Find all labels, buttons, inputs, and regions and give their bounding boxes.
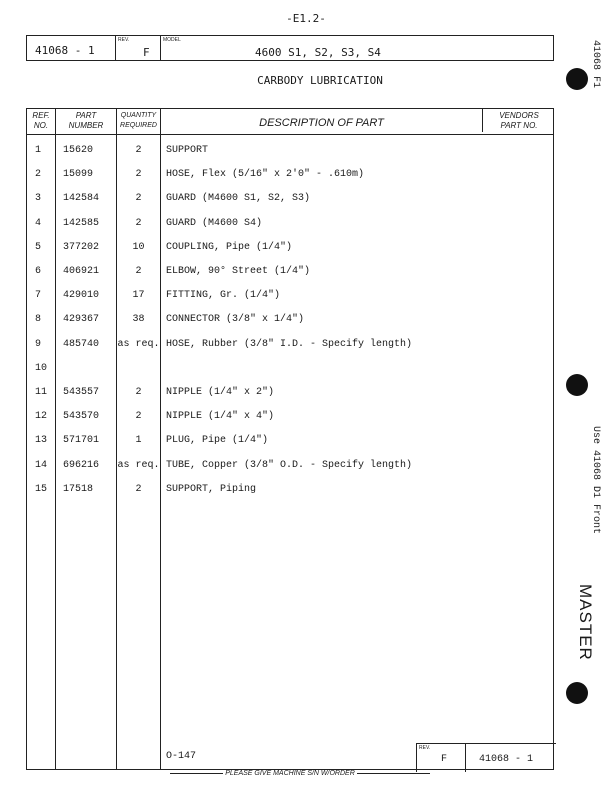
quantity: 2 [135, 145, 142, 156]
punch-hole-top [566, 68, 588, 90]
quantity: 2 [135, 387, 142, 398]
part-number: 571701 [63, 435, 100, 447]
table-row [27, 242, 555, 266]
quantity: as req. [117, 338, 160, 350]
quantity: 17 [132, 290, 145, 302]
doc-number: 41068 - 1 [35, 44, 95, 57]
table-row [27, 193, 555, 217]
bottom-rev-box [416, 743, 556, 772]
part-number: 17518 [63, 483, 94, 495]
table-row [27, 266, 555, 290]
footer-note: PLEASE GIVE MACHINE S/N W/ORDER [225, 770, 355, 777]
ref-number: 1 [35, 145, 42, 156]
ref-number: 4 [35, 217, 42, 229]
part-number: 543570 [63, 411, 100, 423]
table-row [27, 218, 555, 242]
col-description: DESCRIPTION OF PART [259, 117, 384, 129]
table-row [27, 363, 555, 387]
quantity: 2 [135, 169, 142, 181]
description: COUPLING, Pipe (1/4") [166, 241, 293, 253]
rev-value: F [143, 46, 150, 59]
page-code: -E1.2- [286, 12, 326, 25]
table-row [27, 339, 555, 363]
col-part-number: PART NUMBER [68, 111, 104, 130]
description: TUBE, Copper (3/8" O.D. - Specify length) [166, 459, 413, 471]
form-code: O-147 [166, 751, 197, 762]
table-row [27, 290, 555, 314]
punch-hole-bottom [566, 682, 588, 704]
col-ref: REF. NO. [32, 111, 50, 130]
description: SUPPORT [166, 145, 209, 156]
quantity: as req. [117, 459, 160, 471]
ref-number: 6 [35, 266, 42, 277]
description: GUARD (M4600 S4) [166, 217, 263, 229]
ref-number: 8 [35, 314, 42, 326]
quantity: 1 [135, 435, 142, 447]
part-number: 377202 [63, 241, 100, 253]
description: NIPPLE (1/4" x 2") [166, 387, 275, 398]
part-number: 142585 [63, 217, 100, 229]
description: CONNECTOR (3/8" x 1/4") [166, 314, 305, 326]
table-row [27, 460, 555, 484]
table-row [27, 484, 555, 508]
table-row [27, 387, 555, 411]
punch-hole-middle [566, 374, 588, 396]
bottom-doc-number: 41068 - 1 [479, 754, 534, 765]
ref-number: 5 [35, 241, 42, 253]
part-number: 696216 [63, 459, 100, 471]
part-number: 485740 [63, 338, 100, 350]
part-number: 429010 [63, 290, 100, 302]
ref-number: 10 [35, 362, 48, 374]
description: FITTING, Gr. (1/4") [166, 290, 281, 302]
col-vendors-part: VENDORS PART NO. [499, 111, 539, 130]
ref-number: 9 [35, 338, 42, 350]
model-value: 4600 S1, S2, S3, S4 [255, 46, 381, 59]
part-number: 15620 [63, 145, 94, 156]
ref-number: 15 [35, 483, 48, 495]
table-row [27, 314, 555, 338]
part-number: 429367 [63, 314, 100, 326]
part-number: 142584 [63, 193, 100, 205]
rev-label: REV. [118, 37, 130, 43]
ref-number: 3 [35, 193, 42, 205]
part-number: 15099 [63, 169, 94, 181]
bottom-rev-value: F [441, 754, 448, 765]
model-label: MODEL [163, 37, 181, 43]
header-box [26, 35, 554, 61]
quantity: 2 [135, 266, 142, 277]
master-stamp: MASTER [576, 584, 595, 661]
description: ELBOW, 90° Street (1/4") [166, 266, 311, 277]
quantity: 38 [132, 314, 145, 326]
description: GUARD (M4600 S1, S2, S3) [166, 193, 311, 205]
description: HOSE, Flex (5/16" x 2'0" - .610m) [166, 169, 365, 181]
table-row [27, 145, 555, 169]
ref-number: 11 [35, 387, 48, 398]
quantity: 2 [135, 411, 142, 423]
document-title: CARBODY LUBRICATION [257, 74, 383, 87]
quantity: 2 [135, 483, 142, 495]
quantity: 2 [135, 193, 142, 205]
ref-number: 7 [35, 290, 42, 302]
col-quantity: QUANTITY REQUIRED [120, 112, 157, 129]
description: HOSE, Rubber (3/8" I.D. - Specify length) [166, 338, 413, 350]
ref-number: 2 [35, 169, 42, 181]
parts-table [26, 108, 554, 770]
table-row [27, 411, 555, 435]
part-number: 543557 [63, 387, 100, 398]
ref-number: 13 [35, 435, 48, 447]
margin-use-note: Use 41068 D1 Front [590, 426, 601, 535]
description: PLUG, Pipe (1/4") [166, 435, 269, 447]
quantity: 2 [135, 217, 142, 229]
ref-number: 12 [35, 411, 48, 423]
description: NIPPLE (1/4" x 4") [166, 411, 275, 423]
quantity: 10 [132, 241, 145, 253]
table-row [27, 435, 555, 459]
margin-doc-label: 41068 F1 [590, 40, 601, 89]
part-number: 406921 [63, 266, 100, 277]
table-row [27, 169, 555, 193]
ref-number: 14 [35, 459, 48, 471]
bottom-rev-label: REV. [419, 745, 431, 751]
description: SUPPORT, Piping [166, 483, 257, 495]
